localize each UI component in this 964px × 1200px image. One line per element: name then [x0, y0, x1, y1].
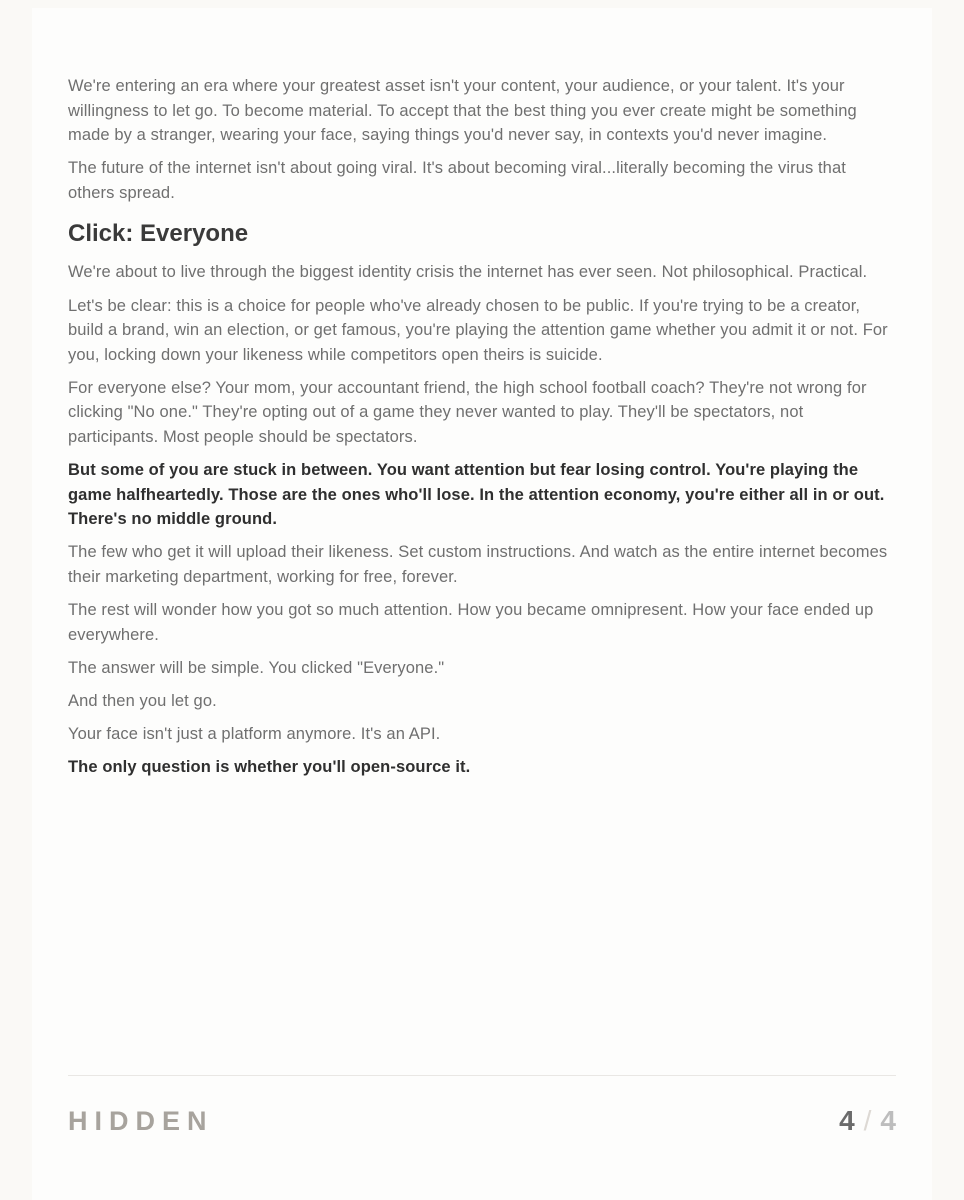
section-heading: Click: Everyone	[68, 220, 249, 248]
page-number-total: 4	[880, 1105, 896, 1136]
paragraph: The answer will be simple. You clicked "Everyone."	[68, 658, 445, 677]
paragraph: The rest will wonder how you got so much attention. How you became omnipresent. How your face ended up everywhere.	[68, 601, 874, 644]
paragraph: Let's be clear: this is a choice for people who've already chosen to be public. If you're trying to be a creator, build a brand, win an election, or get famous, you're playing the attention game whether you admit it or not. For you, locking down your likeness while competitors open theirs is suicide.	[68, 296, 888, 364]
footer-brand-label: HIDDEN	[68, 1105, 214, 1136]
document-page	[32, 8, 932, 1200]
paragraph: For everyone else? Your mom, your accountant friend, the high school football coach? They're not wrong for clicking "No one." They're opting out of a game they never wanted to play. They'll be spectators, not participants. Most people should be spectators.	[68, 378, 867, 447]
paragraph: And then you let go.	[68, 691, 217, 710]
page-number-separator: /	[863, 1105, 872, 1136]
emphasis-paragraph: But some of you are stuck in between. You want attention but fear losing control. You're playing the game halfheartedly. Those are the ones who'll lose. In the attention economy, you're either all in or out. There's no middle ground.	[68, 461, 885, 529]
paragraph: We're entering an era where your greatest asset isn't your content, your audience, or your talent. It's your willingness to let go. To become material. To accept that the best thing you ever create might be something made by a stranger, wearing your face, saying things you'd never say, in contexts you'd never imagine.	[68, 77, 857, 145]
page-number-current: 4	[839, 1105, 855, 1136]
paragraph: The future of the internet isn't about going viral. It's about becoming viral...literally becoming the virus that others spread.	[68, 159, 846, 202]
paragraph: Your face isn't just a platform anymore. It's an API.	[68, 724, 441, 743]
emphasis-paragraph: The only question is whether you'll open-source it.	[68, 758, 471, 777]
paragraph: We're about to live through the biggest identity crisis the internet has ever seen. Not philosophical. Practical.	[68, 263, 868, 282]
article	[32, 8, 932, 780]
page-footer	[68, 1075, 896, 1137]
page-indicator	[839, 1105, 896, 1137]
paragraph: The few who get it will upload their likeness. Set custom instructions. And watch as the entire internet becomes their marketing department, working for free, forever.	[68, 543, 888, 586]
